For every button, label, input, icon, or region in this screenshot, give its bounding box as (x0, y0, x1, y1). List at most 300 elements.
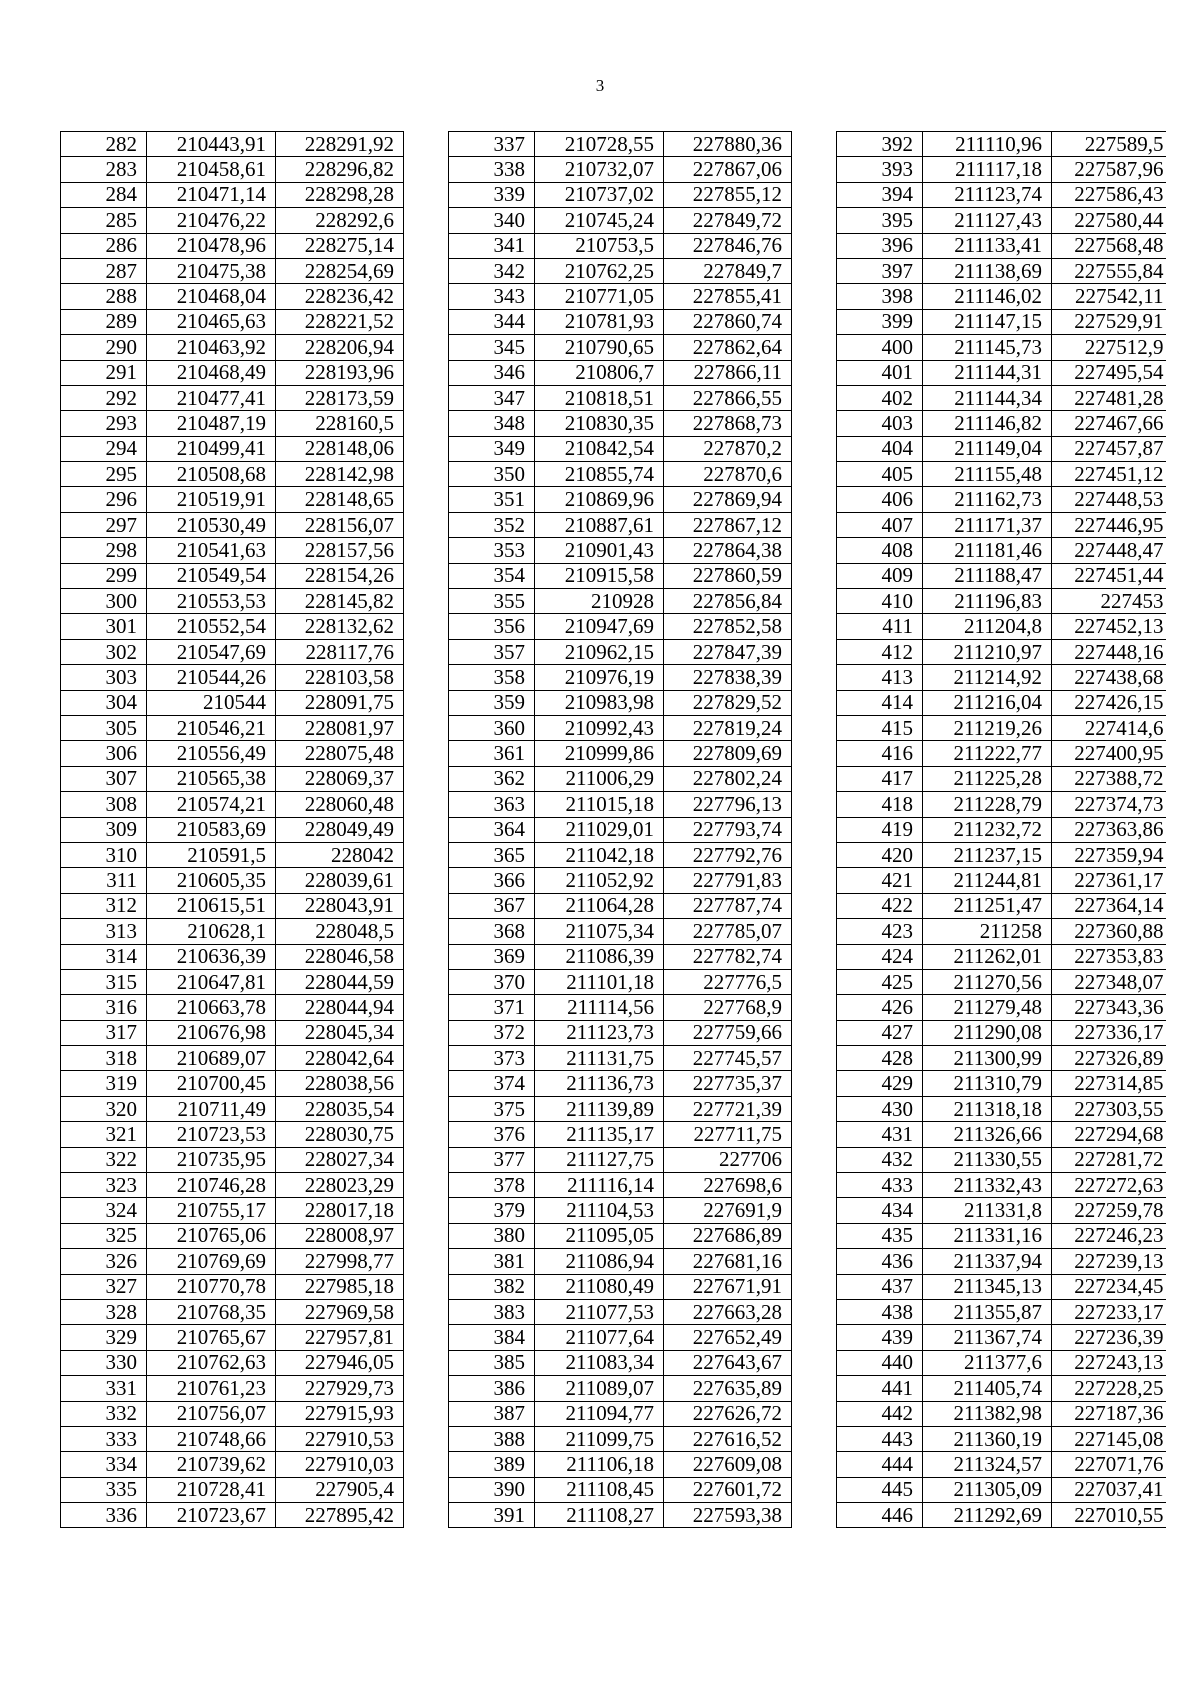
table-row (837, 919, 1166, 944)
table-row (837, 817, 1166, 842)
point-number-cell: 426 (837, 995, 923, 1020)
point-number-cell: 414 (837, 690, 923, 715)
point-number-cell: 417 (837, 766, 923, 791)
y-coordinate-cell: 228142,98 (276, 462, 404, 487)
table-row (61, 1299, 404, 1324)
table-row (837, 1147, 1166, 1172)
point-number-cell: 397 (837, 258, 923, 283)
table-row (61, 1477, 404, 1502)
table-row (61, 639, 404, 664)
point-number-cell: 389 (449, 1452, 535, 1477)
y-coordinate-cell: 228292,6 (276, 208, 404, 233)
point-number-cell: 400 (837, 335, 923, 360)
y-coordinate-cell: 228069,37 (276, 766, 404, 791)
table-row (61, 995, 404, 1020)
table-row (837, 1426, 1166, 1451)
x-coordinate-cell: 210530,49 (147, 512, 276, 537)
y-coordinate-cell: 227495,54 (1052, 360, 1166, 385)
point-number-cell: 309 (61, 817, 147, 842)
table-row (837, 462, 1166, 487)
point-number-cell: 287 (61, 258, 147, 283)
point-number-cell: 305 (61, 715, 147, 740)
x-coordinate-cell: 211262,01 (923, 944, 1052, 969)
table-row (61, 208, 404, 233)
y-coordinate-cell: 227802,24 (664, 766, 792, 791)
x-coordinate-cell: 210477,41 (147, 385, 276, 410)
x-coordinate-cell: 211155,48 (923, 462, 1052, 487)
table-row (449, 1147, 792, 1172)
table-row (449, 1020, 792, 1045)
x-coordinate-cell: 211181,46 (923, 538, 1052, 563)
x-coordinate-cell: 211310,79 (923, 1071, 1052, 1096)
table-row (837, 1325, 1166, 1350)
x-coordinate-cell: 211330,55 (923, 1147, 1052, 1172)
table-row (61, 258, 404, 283)
table-row (61, 1325, 404, 1350)
y-coordinate-cell: 228017,18 (276, 1198, 404, 1223)
x-coordinate-cell: 211106,18 (535, 1452, 664, 1477)
y-coordinate-cell: 228044,94 (276, 995, 404, 1020)
point-number-cell: 332 (61, 1401, 147, 1426)
point-number-cell: 298 (61, 538, 147, 563)
y-coordinate-cell: 227448,47 (1052, 538, 1166, 563)
y-coordinate-cell: 227867,12 (664, 512, 792, 537)
point-number-cell: 321 (61, 1122, 147, 1147)
table-row (61, 1274, 404, 1299)
table-row (837, 1020, 1166, 1045)
x-coordinate-cell: 210765,06 (147, 1223, 276, 1248)
table-row (449, 462, 792, 487)
table-row (61, 766, 404, 791)
point-number-cell: 358 (449, 665, 535, 690)
point-number-cell: 438 (837, 1299, 923, 1324)
x-coordinate-cell: 210544 (147, 690, 276, 715)
table-row (837, 360, 1166, 385)
y-coordinate-cell: 227187,36 (1052, 1401, 1166, 1426)
point-number-cell: 410 (837, 589, 923, 614)
table-row (61, 487, 404, 512)
y-coordinate-cell: 227862,64 (664, 335, 792, 360)
point-number-cell: 407 (837, 512, 923, 537)
y-coordinate-cell: 227361,17 (1052, 868, 1166, 893)
table-row (449, 1249, 792, 1274)
table-row (61, 360, 404, 385)
table-row (449, 538, 792, 563)
point-number-cell: 337 (449, 132, 535, 157)
y-coordinate-cell: 228160,5 (276, 411, 404, 436)
y-coordinate-cell: 227860,74 (664, 309, 792, 334)
x-coordinate-cell: 211146,82 (923, 411, 1052, 436)
table-row (449, 1452, 792, 1477)
y-coordinate-cell: 228156,07 (276, 512, 404, 537)
x-coordinate-cell: 211290,08 (923, 1020, 1052, 1045)
y-coordinate-cell: 227343,36 (1052, 995, 1166, 1020)
y-coordinate-cell: 227910,03 (276, 1452, 404, 1477)
x-coordinate-cell: 210762,25 (535, 258, 664, 283)
x-coordinate-cell: 210565,38 (147, 766, 276, 791)
table-row (449, 233, 792, 258)
y-coordinate-cell: 227452,13 (1052, 614, 1166, 639)
x-coordinate-cell: 210487,19 (147, 411, 276, 436)
point-number-cell: 357 (449, 639, 535, 664)
point-number-cell: 301 (61, 614, 147, 639)
y-coordinate-cell: 227852,58 (664, 614, 792, 639)
table-row (449, 1046, 792, 1071)
x-coordinate-cell: 210756,07 (147, 1401, 276, 1426)
point-number-cell: 435 (837, 1223, 923, 1248)
y-coordinate-cell: 227364,14 (1052, 893, 1166, 918)
y-coordinate-cell: 227360,88 (1052, 919, 1166, 944)
y-coordinate-cell: 227838,39 (664, 665, 792, 690)
point-number-cell: 437 (837, 1274, 923, 1299)
x-coordinate-cell: 211086,39 (535, 944, 664, 969)
point-number-cell: 371 (449, 995, 535, 1020)
x-coordinate-cell: 210574,21 (147, 792, 276, 817)
point-number-cell: 346 (449, 360, 535, 385)
point-number-cell: 350 (449, 462, 535, 487)
y-coordinate-cell: 227809,69 (664, 741, 792, 766)
coordinates-table-block-3 (836, 131, 1166, 1528)
point-number-cell: 362 (449, 766, 535, 791)
point-number-cell: 326 (61, 1249, 147, 1274)
y-coordinate-cell: 227829,52 (664, 690, 792, 715)
table-row (449, 893, 792, 918)
table-row (449, 1173, 792, 1198)
point-number-cell: 403 (837, 411, 923, 436)
y-coordinate-cell: 228291,92 (276, 132, 404, 157)
table-row (61, 919, 404, 944)
point-number-cell: 445 (837, 1477, 923, 1502)
y-coordinate-cell: 227846,76 (664, 233, 792, 258)
x-coordinate-cell: 210478,96 (147, 233, 276, 258)
table-row (449, 1274, 792, 1299)
y-coordinate-cell: 227855,41 (664, 284, 792, 309)
table-row (449, 335, 792, 360)
x-coordinate-cell: 210676,98 (147, 1020, 276, 1045)
point-number-cell: 446 (837, 1503, 923, 1528)
point-number-cell: 339 (449, 182, 535, 207)
point-number-cell: 312 (61, 893, 147, 918)
point-number-cell: 291 (61, 360, 147, 385)
y-coordinate-cell: 227239,13 (1052, 1249, 1166, 1274)
table-row (449, 589, 792, 614)
table-row (837, 1350, 1166, 1375)
x-coordinate-cell: 211127,43 (923, 208, 1052, 233)
y-coordinate-cell: 227457,87 (1052, 436, 1166, 461)
table-row (449, 614, 792, 639)
table-row (837, 639, 1166, 664)
x-coordinate-cell: 210901,43 (535, 538, 664, 563)
x-coordinate-cell: 210728,41 (147, 1477, 276, 1502)
x-coordinate-cell: 211162,73 (923, 487, 1052, 512)
point-number-cell: 423 (837, 919, 923, 944)
table-row (837, 589, 1166, 614)
table-row (449, 969, 792, 994)
y-coordinate-cell: 227555,84 (1052, 258, 1166, 283)
y-coordinate-cell: 227867,06 (664, 157, 792, 182)
table-row (837, 715, 1166, 740)
point-number-cell: 381 (449, 1249, 535, 1274)
coordinates-table-body (837, 132, 1166, 1528)
table-row (837, 1376, 1166, 1401)
table-row (449, 1299, 792, 1324)
table-row (61, 614, 404, 639)
point-number-cell: 306 (61, 741, 147, 766)
table-row (837, 1452, 1166, 1477)
table-row (449, 258, 792, 283)
y-coordinate-cell: 227453 (1052, 589, 1166, 614)
x-coordinate-cell: 211114,56 (535, 995, 664, 1020)
point-number-cell: 320 (61, 1096, 147, 1121)
point-number-cell: 384 (449, 1325, 535, 1350)
table-row (61, 893, 404, 918)
table-row (449, 436, 792, 461)
point-number-cell: 356 (449, 614, 535, 639)
point-number-cell: 313 (61, 919, 147, 944)
x-coordinate-cell: 210463,92 (147, 335, 276, 360)
x-coordinate-cell: 210728,55 (535, 132, 664, 157)
y-coordinate-cell: 228132,62 (276, 614, 404, 639)
point-number-cell: 373 (449, 1046, 535, 1071)
table-row (61, 309, 404, 334)
point-number-cell: 391 (449, 1503, 535, 1528)
y-coordinate-cell: 227895,42 (276, 1503, 404, 1528)
point-number-cell: 415 (837, 715, 923, 740)
table-row (61, 462, 404, 487)
x-coordinate-cell: 210499,41 (147, 436, 276, 461)
point-number-cell: 404 (837, 436, 923, 461)
x-coordinate-cell: 211292,69 (923, 1503, 1052, 1528)
point-number-cell: 394 (837, 182, 923, 207)
table-row (61, 436, 404, 461)
y-coordinate-cell: 227037,41 (1052, 1477, 1166, 1502)
x-coordinate-cell: 210806,7 (535, 360, 664, 385)
point-number-cell: 427 (837, 1020, 923, 1045)
table-row (837, 132, 1166, 157)
point-number-cell: 430 (837, 1096, 923, 1121)
x-coordinate-cell: 211324,57 (923, 1452, 1052, 1477)
point-number-cell: 379 (449, 1198, 535, 1223)
x-coordinate-cell: 211101,18 (535, 969, 664, 994)
page-number: 3 (595, 76, 605, 95)
table-row (449, 284, 792, 309)
x-coordinate-cell: 211064,28 (535, 893, 664, 918)
x-coordinate-cell: 211318,18 (923, 1096, 1052, 1121)
table-row (449, 411, 792, 436)
x-coordinate-cell: 210947,69 (535, 614, 664, 639)
point-number-cell: 444 (837, 1452, 923, 1477)
y-coordinate-cell: 227711,75 (664, 1122, 792, 1147)
x-coordinate-cell: 210915,58 (535, 563, 664, 588)
y-coordinate-cell: 227589,5 (1052, 132, 1166, 157)
x-coordinate-cell: 210544,26 (147, 665, 276, 690)
table-row (449, 766, 792, 791)
coordinates-table-body (449, 132, 792, 1528)
point-number-cell: 418 (837, 792, 923, 817)
point-number-cell: 347 (449, 385, 535, 410)
x-coordinate-cell: 211149,04 (923, 436, 1052, 461)
x-coordinate-cell: 210737,02 (535, 182, 664, 207)
table-row (61, 589, 404, 614)
table-row (449, 944, 792, 969)
point-number-cell: 440 (837, 1350, 923, 1375)
table-row (61, 969, 404, 994)
x-coordinate-cell: 211232,72 (923, 817, 1052, 842)
x-coordinate-cell: 211219,26 (923, 715, 1052, 740)
point-number-cell: 344 (449, 309, 535, 334)
y-coordinate-cell: 228236,42 (276, 284, 404, 309)
y-coordinate-cell: 228046,58 (276, 944, 404, 969)
table-row (449, 995, 792, 1020)
point-number-cell: 303 (61, 665, 147, 690)
table-row (449, 792, 792, 817)
x-coordinate-cell: 211080,49 (535, 1274, 664, 1299)
point-number-cell: 432 (837, 1147, 923, 1172)
y-coordinate-cell: 227400,95 (1052, 741, 1166, 766)
y-coordinate-cell: 227856,84 (664, 589, 792, 614)
x-coordinate-cell: 211216,04 (923, 690, 1052, 715)
table-row (837, 1096, 1166, 1121)
x-coordinate-cell: 210992,43 (535, 715, 664, 740)
y-coordinate-cell: 227698,6 (664, 1173, 792, 1198)
table-row (449, 842, 792, 867)
table-row (837, 1071, 1166, 1096)
y-coordinate-cell: 227869,94 (664, 487, 792, 512)
point-number-cell: 315 (61, 969, 147, 994)
x-coordinate-cell: 211279,48 (923, 995, 1052, 1020)
point-number-cell: 293 (61, 411, 147, 436)
x-coordinate-cell: 211270,56 (923, 969, 1052, 994)
table-row (449, 1503, 792, 1528)
table-row (837, 1401, 1166, 1426)
x-coordinate-cell: 211382,98 (923, 1401, 1052, 1426)
table-row (837, 792, 1166, 817)
table-row (449, 690, 792, 715)
table-row (837, 208, 1166, 233)
x-coordinate-cell: 211146,02 (923, 284, 1052, 309)
y-coordinate-cell: 228154,26 (276, 563, 404, 588)
table-row (61, 690, 404, 715)
point-number-cell: 387 (449, 1401, 535, 1426)
x-coordinate-cell: 210471,14 (147, 182, 276, 207)
table-row (837, 1173, 1166, 1198)
y-coordinate-cell: 227849,72 (664, 208, 792, 233)
y-coordinate-cell: 228039,61 (276, 868, 404, 893)
x-coordinate-cell: 211095,05 (535, 1223, 664, 1248)
point-number-cell: 310 (61, 842, 147, 867)
y-coordinate-cell: 228042,64 (276, 1046, 404, 1071)
point-number-cell: 365 (449, 842, 535, 867)
x-coordinate-cell: 210689,07 (147, 1046, 276, 1071)
x-coordinate-cell: 210636,39 (147, 944, 276, 969)
x-coordinate-cell: 211360,19 (923, 1426, 1052, 1451)
y-coordinate-cell: 227512,9 (1052, 335, 1166, 360)
table-row (837, 741, 1166, 766)
x-coordinate-cell: 210519,91 (147, 487, 276, 512)
table-row (449, 1096, 792, 1121)
y-coordinate-cell: 227359,94 (1052, 842, 1166, 867)
y-coordinate-cell: 228042 (276, 842, 404, 867)
x-coordinate-cell: 211210,97 (923, 639, 1052, 664)
y-coordinate-cell: 228044,59 (276, 969, 404, 994)
table-row (449, 309, 792, 334)
y-coordinate-cell: 227785,07 (664, 919, 792, 944)
y-coordinate-cell: 228298,28 (276, 182, 404, 207)
y-coordinate-cell: 227870,2 (664, 436, 792, 461)
y-coordinate-cell: 228049,49 (276, 817, 404, 842)
x-coordinate-cell: 211077,64 (535, 1325, 664, 1350)
y-coordinate-cell: 227236,39 (1052, 1325, 1166, 1350)
point-number-cell: 370 (449, 969, 535, 994)
table-row (837, 1477, 1166, 1502)
table-row (837, 665, 1166, 690)
x-coordinate-cell: 211029,01 (535, 817, 664, 842)
x-coordinate-cell: 211300,99 (923, 1046, 1052, 1071)
table-row (61, 792, 404, 817)
y-coordinate-cell: 227542,11 (1052, 284, 1166, 309)
x-coordinate-cell: 210547,69 (147, 639, 276, 664)
x-coordinate-cell: 210732,07 (535, 157, 664, 182)
y-coordinate-cell: 227438,68 (1052, 665, 1166, 690)
point-number-cell: 412 (837, 639, 923, 664)
x-coordinate-cell: 211332,43 (923, 1173, 1052, 1198)
y-coordinate-cell: 228254,69 (276, 258, 404, 283)
table-row (449, 487, 792, 512)
table-row (61, 944, 404, 969)
point-number-cell: 393 (837, 157, 923, 182)
table-row (61, 741, 404, 766)
x-coordinate-cell: 210769,69 (147, 1249, 276, 1274)
point-number-cell: 424 (837, 944, 923, 969)
y-coordinate-cell: 227233,17 (1052, 1299, 1166, 1324)
y-coordinate-cell: 228221,52 (276, 309, 404, 334)
point-number-cell: 409 (837, 563, 923, 588)
table-row (449, 1122, 792, 1147)
point-number-cell: 386 (449, 1376, 535, 1401)
y-coordinate-cell: 227745,57 (664, 1046, 792, 1071)
x-coordinate-cell: 210628,1 (147, 919, 276, 944)
x-coordinate-cell: 210765,67 (147, 1325, 276, 1350)
y-coordinate-cell: 227010,55 (1052, 1503, 1166, 1528)
x-coordinate-cell: 211108,27 (535, 1503, 664, 1528)
x-coordinate-cell: 210508,68 (147, 462, 276, 487)
point-number-cell: 322 (61, 1147, 147, 1172)
y-coordinate-cell: 228060,48 (276, 792, 404, 817)
table-row (837, 258, 1166, 283)
table-row (837, 1198, 1166, 1223)
y-coordinate-cell: 227353,83 (1052, 944, 1166, 969)
y-coordinate-cell: 227448,53 (1052, 487, 1166, 512)
y-coordinate-cell: 227587,96 (1052, 157, 1166, 182)
y-coordinate-cell: 228091,75 (276, 690, 404, 715)
table-row (61, 1223, 404, 1248)
point-number-cell: 401 (837, 360, 923, 385)
table-row (449, 741, 792, 766)
y-coordinate-cell: 227776,5 (664, 969, 792, 994)
y-coordinate-cell: 227915,93 (276, 1401, 404, 1426)
point-number-cell: 341 (449, 233, 535, 258)
point-number-cell: 289 (61, 309, 147, 334)
x-coordinate-cell: 210830,35 (535, 411, 664, 436)
x-coordinate-cell: 211086,94 (535, 1249, 664, 1274)
point-number-cell: 318 (61, 1046, 147, 1071)
point-number-cell: 282 (61, 132, 147, 157)
table-row (837, 487, 1166, 512)
point-number-cell: 413 (837, 665, 923, 690)
x-coordinate-cell: 211405,74 (923, 1376, 1052, 1401)
point-number-cell: 336 (61, 1503, 147, 1528)
x-coordinate-cell: 210753,5 (535, 233, 664, 258)
